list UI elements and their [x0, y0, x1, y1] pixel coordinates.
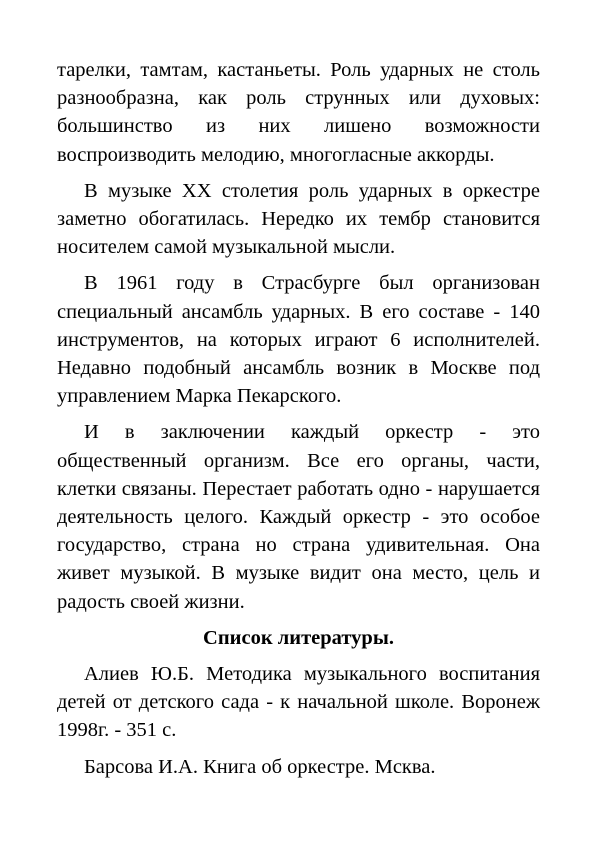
reference-item: Алиев Ю.Б. Методика музыкального воспитания детей от детского сада - к начальной школе. Воронеж 1998г. - 351 с.	[57, 663, 540, 742]
references-heading: Список литературы.	[203, 626, 394, 649]
reference-item: Барсова И.А. Книга об оркестре. Мсква.	[84, 755, 436, 778]
paragraph-strasbourg-ensemble: В 1961 году в Страсбурге был организован специальный ансамбль ударных. В его составе - 140 инструментов, на которых играют 6 исполнителей. Недавно подобный ансамбль возник в Москве под управлением Марка Пекарского.	[57, 272, 540, 408]
paragraph-20th-century: В музыке XX столетия роль ударных в оркестре заметно обогатилась. Нередко их тембр становится носителем самой музыкальной мысли.	[57, 179, 540, 259]
paragraph-conclusion: И в заключении каждый оркестр - это общественный организм. Все его органы, части, клетки связаны. Перестает работать одно - нарушается деятельность целого. Каждый оркестр - это особое государство, страна но страна удивительная. Она живет музыкой. В музыке видит она место, цель и радость своей жизни.	[57, 421, 540, 613]
paragraph-continuation: тарелки, тамтам, кастаньеты. Роль ударных не столь разнообразна, как роль струнных или духовых: большинство из них лишено возможности воспроизводить мелодию, многогласные аккорды.	[57, 59, 540, 166]
document-page	[57, 56, 540, 781]
